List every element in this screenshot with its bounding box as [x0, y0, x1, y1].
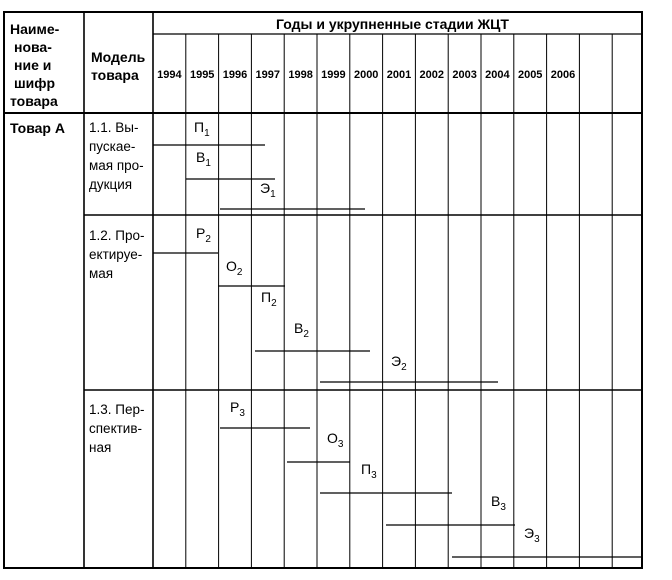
- year-label: 2005: [517, 69, 543, 81]
- year-label: 2000: [353, 69, 379, 81]
- year-label: 1996: [222, 69, 248, 81]
- header-model-line: товара: [91, 67, 139, 83]
- years-title: Годы и укрупненные стадии ЖЦТ: [276, 16, 509, 32]
- stage-labels: [194, 119, 540, 545]
- stage-label: $П_3$: [361, 461, 377, 481]
- stage-label: $Э_2$: [391, 353, 407, 373]
- year-grid: [186, 34, 612, 568]
- year-label: 1997: [255, 69, 281, 81]
- year-label: 2002: [419, 69, 445, 81]
- header-model-cell: [91, 49, 146, 83]
- stage-label: $Э_3$: [524, 525, 540, 545]
- header-name-line: Наиме-: [10, 21, 60, 37]
- stage-label: $Э_1$: [260, 180, 276, 200]
- model-name-line: ектируе-: [89, 247, 143, 262]
- stage-segments: [153, 145, 642, 557]
- model-name-line: 1.1. Вы-: [89, 120, 139, 135]
- model-name-line: 1.2. Про-: [89, 228, 145, 243]
- stage-label: $О_2$: [226, 258, 243, 278]
- model-name-line: мая: [89, 266, 114, 281]
- header-name-line: шифр: [14, 75, 56, 91]
- header-model-line: Модель: [91, 49, 146, 65]
- model-name-line: мая про-: [89, 158, 144, 173]
- year-label: 1995: [189, 69, 215, 81]
- year-label: 1998: [288, 69, 313, 81]
- model-name-line: ная: [89, 440, 112, 455]
- header-name-line: ние и: [14, 57, 52, 73]
- header-name-cell: [10, 21, 60, 109]
- year-label: 2004: [485, 69, 510, 81]
- stage-label: $В_2$: [294, 320, 309, 340]
- stage-label: $Р_3$: [230, 399, 245, 419]
- header-name-line: нова-: [14, 39, 52, 55]
- year-label: 2006: [550, 69, 576, 81]
- model-name-2: [89, 228, 144, 281]
- model-name-line: дукция: [89, 177, 133, 192]
- model-name-1: [89, 120, 144, 192]
- year-label: 1999: [321, 69, 346, 81]
- stage-label: $Р_2$: [196, 225, 211, 245]
- header-name-line: товара: [10, 93, 58, 109]
- stage-label: $В_3$: [491, 493, 506, 513]
- model-name-line: 1.3. Пер-: [89, 402, 145, 417]
- model-name-line: спектив-: [89, 421, 143, 436]
- year-label: 2001: [386, 69, 412, 81]
- stage-label: $В_1$: [196, 149, 211, 169]
- stage-label: $П_2$: [261, 289, 277, 309]
- product-name: Товар А: [10, 120, 65, 136]
- year-label: 2003: [452, 69, 477, 81]
- year-label: 1994: [157, 69, 182, 81]
- model-name-line: пускае-: [89, 139, 136, 154]
- year-labels: [157, 69, 575, 81]
- stage-label: $О_3$: [327, 430, 344, 450]
- model-name-3: [89, 402, 144, 455]
- stage-label: $П_1$: [194, 119, 210, 139]
